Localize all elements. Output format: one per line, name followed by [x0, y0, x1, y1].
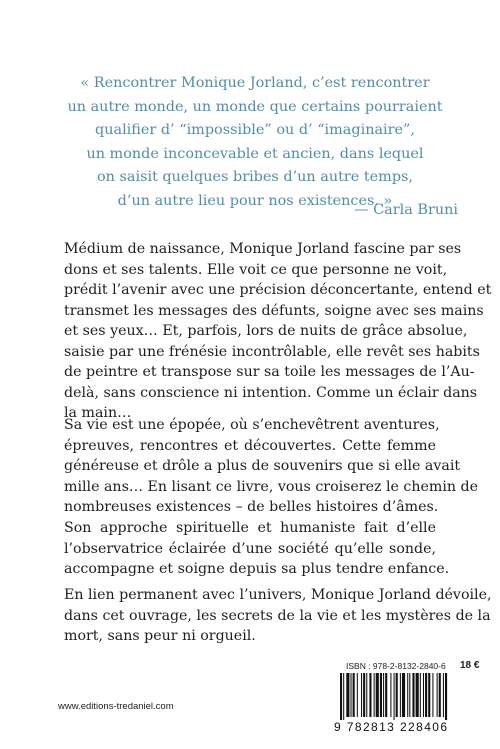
quote-line: d’un autre lieu pour nos existences. »: [117, 192, 393, 209]
text-line: de peintre et transpose sur sa toile les messages de l’Au-: [64, 364, 475, 380]
quote-line: un autre monde, un monde que certains pourraient: [67, 98, 443, 115]
barcode-bar: [423, 673, 424, 717]
text-line: transmet les messages des défunts, soigne avec ses mains: [64, 302, 484, 319]
barcode-bar: [416, 673, 419, 717]
barcode-digits: 9 782813 228406: [334, 720, 449, 734]
text-line: accompagne et soigne depuis sa plus tendre enfance.: [64, 561, 450, 577]
text-line: saisie par une frénésie incontrôlable, elle revêt ses habits: [64, 343, 480, 360]
barcode-bar: [443, 673, 444, 717]
barcode-bar: [420, 673, 421, 717]
text-line: l’observatrice éclairée d’une société qu’elle sonde,: [64, 540, 436, 557]
barcode-bar: [437, 673, 438, 717]
quote-line: « Rencontrer Monique Jorland, c’est rencontrer: [80, 75, 430, 91]
back-cover-quote: [60, 72, 450, 213]
barcode-bar: [353, 673, 355, 717]
barcode-bar: [385, 673, 387, 717]
text-line: delà, sans conscience ni intention. Comme un éclair dans: [64, 384, 478, 401]
barcode-bar: [394, 673, 395, 720]
barcode-bar: [396, 673, 398, 717]
barcode-bar: [407, 673, 408, 717]
isbn-barcode-block: [330, 660, 490, 732]
text-line: Médium de naissance, Monique Jorland fascine par ses: [64, 241, 462, 257]
barcode-bar: [400, 673, 401, 717]
text-line: dans cet ouvrage, les secrets de la vie et les mystères de la: [64, 607, 491, 624]
barcode-bar: [409, 673, 410, 717]
barcode-bar: [363, 673, 365, 717]
text-line: mille ans… En lisant ce livre, vous croiserez le chemin de: [64, 478, 479, 495]
quote-line: qualifier d’ “impossible” ou d’ “imaginaire”,: [95, 122, 415, 138]
publisher-website: www.editions-tredaniel.com: [58, 701, 174, 712]
quote-line: un monde inconcevable et ancien, dans lequel: [86, 145, 424, 162]
text-line: la main…: [64, 405, 132, 421]
text-line: nombreuses existences – de belles histoires d’âmes.: [64, 499, 439, 515]
text-line: Son approche spirituelle et humaniste fait d’elle: [64, 520, 436, 536]
paragraph-4: [64, 585, 492, 647]
barcode-bar: [343, 673, 344, 720]
text-line: généreuse et drôle a plus de souvenirs que si elle avait: [64, 458, 461, 474]
barcode-bar: [425, 673, 427, 717]
barcode-bar: [340, 673, 342, 720]
text-line: épreuves, rencontres et découvertes. Cette femme: [64, 437, 436, 454]
text-line: prédit l’avenir avec une précision déconcertante, entend et: [64, 282, 492, 298]
isbn-label: ISBN : 978-2-8132-2840-6: [346, 661, 446, 671]
barcode-bar: [366, 673, 367, 717]
price-label: 18 €: [460, 660, 480, 671]
quote-line: on saisit quelques bribes d’un autre temps,: [97, 169, 413, 185]
quote-author: — Carla Bruni: [354, 202, 458, 218]
barcode-bar: [383, 673, 384, 717]
barcode-bar: [402, 673, 405, 717]
barcode-bar: [357, 673, 358, 717]
text-line: et ses yeux… Et, parfois, lors de nuits de grâce absolue,: [64, 323, 468, 339]
barcode-bar: [361, 673, 362, 717]
barcode-bar: [390, 673, 391, 717]
text-line: Sa vie est une épopée, où s’enchevêtrent aventures,: [64, 417, 440, 433]
barcode-icon: [338, 673, 486, 721]
barcode-bar: [445, 673, 447, 720]
barcode-bar: [369, 673, 371, 717]
barcode-bar: [432, 673, 433, 717]
paragraph-2: [64, 415, 479, 518]
barcode-bar: [376, 673, 379, 717]
text-line: mort, sans peur ni orgueil.: [64, 628, 256, 644]
text-line: dons et ses talents. Elle voit ce que personne ne voit,: [64, 261, 448, 278]
barcode-bar: [380, 673, 382, 717]
paragraph-1: [64, 239, 492, 424]
barcode-bar: [412, 673, 414, 717]
paragraph-3: [64, 518, 450, 580]
barcode-bar: [374, 673, 375, 717]
barcode-bar: [346, 673, 349, 717]
barcode-bar: [428, 673, 430, 717]
barcode-bar: [351, 673, 352, 717]
barcode-bar: [439, 673, 441, 717]
text-line: En lien permanent avec l’univers, Monique Jorland dévoile,: [64, 587, 492, 603]
